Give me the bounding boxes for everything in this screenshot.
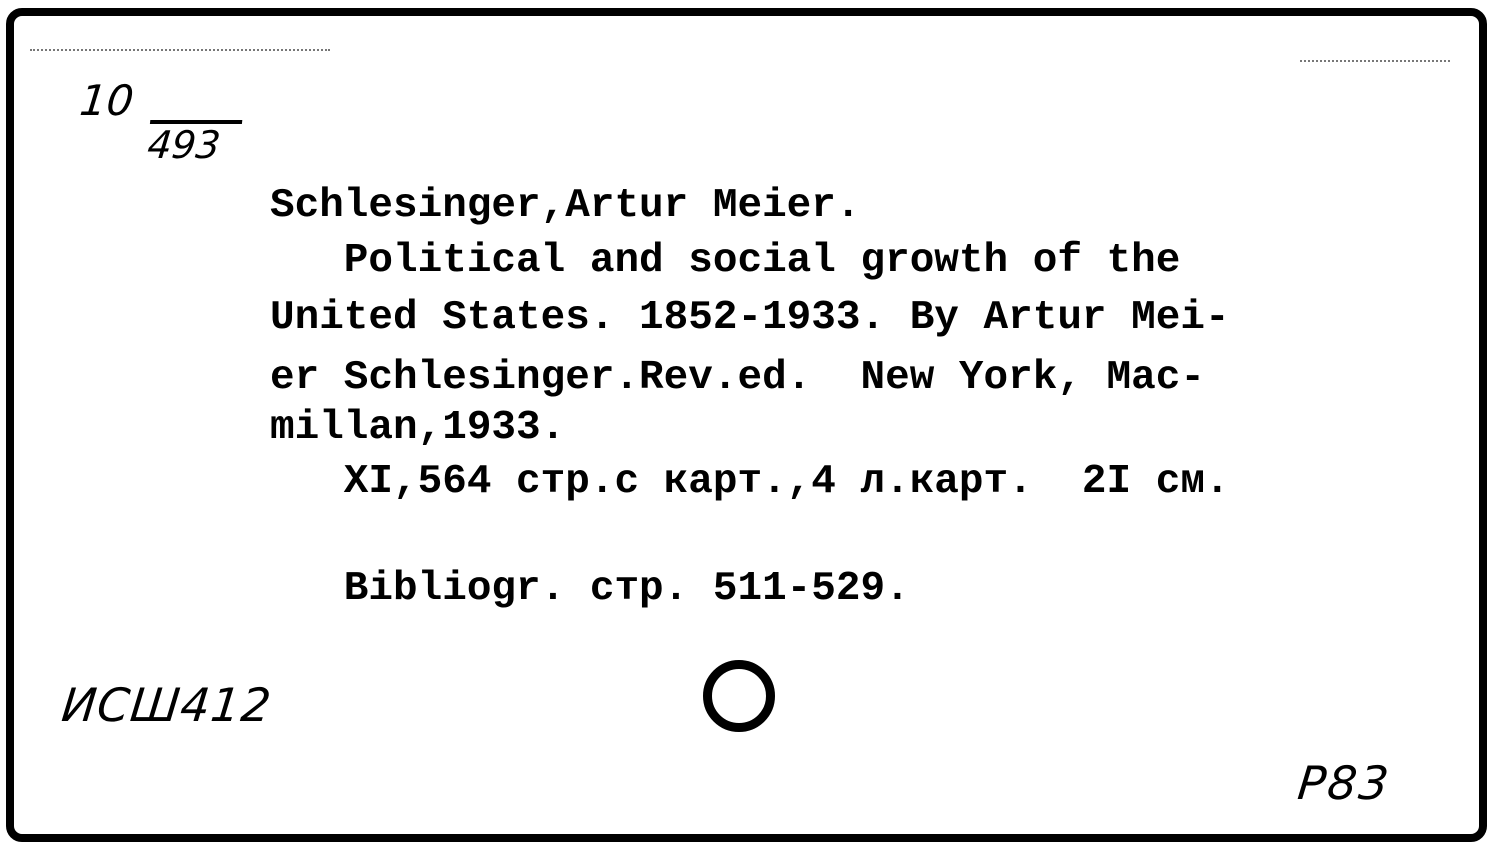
title-line-2: United States. 1852-1933. By Artur Mei-	[270, 295, 1230, 341]
page-mark: P83	[1295, 756, 1394, 810]
imprint-line-1: er Schlesinger.Rev.ed. New York, Mac-	[270, 355, 1205, 401]
imprint-line-2: millan,1933.	[270, 405, 566, 451]
top-dotted-rule	[30, 49, 330, 51]
call-number-top: 10	[77, 76, 137, 125]
top-right-dotted-rule	[1300, 60, 1450, 62]
call-number-bottom: 493	[146, 120, 243, 164]
bibliography-note: Bibliogr. стр. 511-529.	[270, 566, 910, 612]
title-line-1: Political and social growth of the	[270, 238, 1181, 284]
punch-hole	[703, 660, 775, 732]
collation-line: XI,564 стр.с карт.,4 л.карт. 2I см.	[270, 459, 1230, 505]
author-line: Schlesinger,Artur Meier.	[270, 183, 861, 229]
shelf-mark: ИСШ412	[59, 678, 275, 732]
